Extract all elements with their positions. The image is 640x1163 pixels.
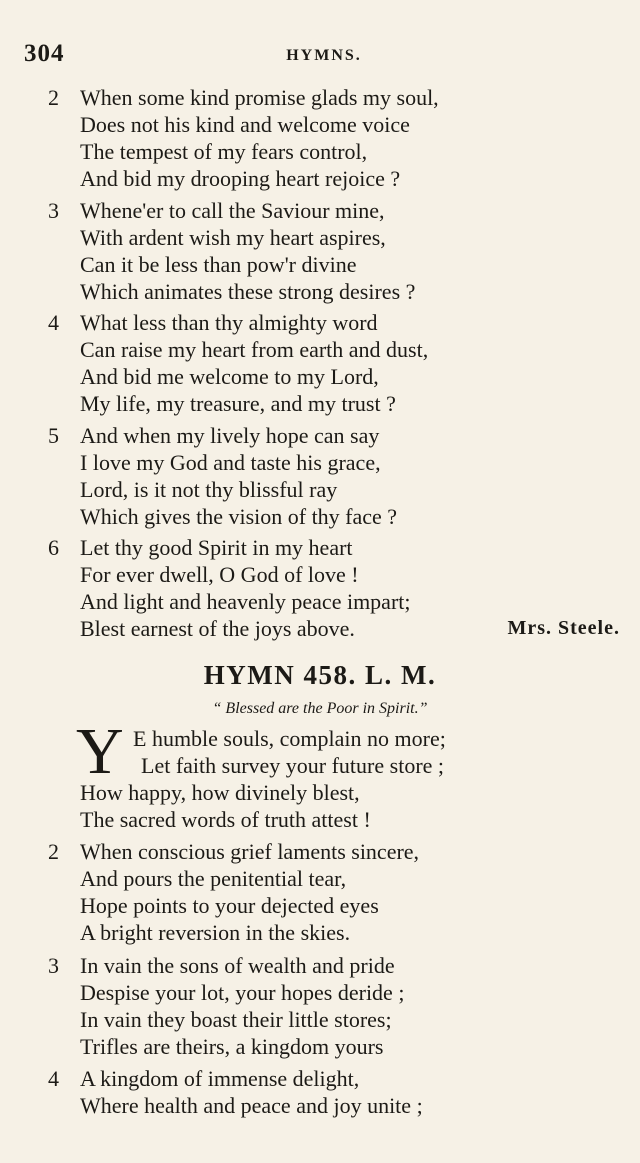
verse-line: Trifles are theirs, a kingdom yours xyxy=(80,1034,384,1059)
verse-line: When some kind promise glads my soul, xyxy=(80,85,439,110)
stanza-number: 4 xyxy=(48,310,59,335)
stanza-number: 3 xyxy=(48,198,59,223)
verse-line: Despise your lot, your hopes deride ; xyxy=(80,980,405,1005)
hymn-epigraph: “ Blessed are the Poor in Spirit.” xyxy=(212,700,428,717)
verse-line: Blest earnest of the joys above. xyxy=(80,616,355,641)
stanza-number: 2 xyxy=(48,85,59,110)
stanza-number: 5 xyxy=(48,423,59,448)
verse-line: The tempest of my fears control, xyxy=(80,139,368,164)
verse-line: And pours the penitential tear, xyxy=(80,866,347,891)
author-attribution: Mrs. Steele. xyxy=(507,617,620,639)
verse-line: Where health and peace and joy unite ; xyxy=(80,1093,423,1118)
verse-line: Let thy good Spirit in my heart xyxy=(80,535,353,560)
stanza xyxy=(0,534,640,642)
verse-line: I love my God and taste his grace, xyxy=(80,450,381,475)
verse-line: Which animates these strong desires ? xyxy=(80,279,416,304)
stanza xyxy=(0,309,640,417)
page-number: 304 xyxy=(24,40,65,67)
verse-line: Which gives the vision of thy face ? xyxy=(80,504,398,529)
running-title: HYMNS. xyxy=(286,47,362,64)
verse-line: A bright reversion in the skies. xyxy=(80,920,351,945)
stanza xyxy=(0,838,640,946)
verse-line: The sacred words of truth attest ! xyxy=(80,807,371,832)
hymn-title: HYMN 458. L. M. xyxy=(203,660,437,690)
verse-line: And bid me welcome to my Lord, xyxy=(80,364,379,389)
stanza-number: 4 xyxy=(48,1066,59,1091)
verse-line: With ardent wish my heart aspires, xyxy=(80,225,386,250)
verse-line: Does not his kind and welcome voice xyxy=(80,112,410,137)
stanza-number: 6 xyxy=(48,535,59,560)
stanza-number: 3 xyxy=(48,953,59,978)
verse-line: In vain the sons of wealth and pride xyxy=(80,953,395,978)
verse-line: When conscious grief laments sincere, xyxy=(80,839,420,864)
verse-line: Can it be less than pow'r divine xyxy=(80,252,357,277)
stanza xyxy=(0,422,640,530)
stanza xyxy=(0,952,640,1060)
verse-line: What less than thy almighty word xyxy=(80,310,378,335)
running-head xyxy=(24,40,624,76)
verse-line: For ever dwell, O God of love ! xyxy=(80,562,359,587)
verse-line: Let faith survey your future store ; xyxy=(141,753,445,778)
drop-cap: Y xyxy=(76,715,124,788)
verse-line: A kingdom of immense delight, xyxy=(80,1066,360,1091)
verse-line: Hope points to your dejected eyes xyxy=(80,893,379,918)
stanza xyxy=(0,84,640,192)
verse-line: E humble souls, complain no more; xyxy=(133,726,446,751)
verse-line: My life, my treasure, and my trust ? xyxy=(80,391,396,416)
verse-line: And when my lively hope can say xyxy=(80,423,380,448)
verse-line: How happy, how divinely blest, xyxy=(80,780,360,805)
stanza xyxy=(0,725,640,833)
verse-line: Lord, is it not thy blissful ray xyxy=(80,477,338,502)
verse-line: Whene'er to call the Saviour mine, xyxy=(80,198,385,223)
stanza-number: 2 xyxy=(48,839,59,864)
verse-line: And light and heavenly peace impart; xyxy=(80,589,411,614)
verse-line: In vain they boast their little stores; xyxy=(80,1007,392,1032)
verse-line: And bid my drooping heart rejoice ? xyxy=(80,166,401,191)
stanza xyxy=(0,197,640,305)
stanza xyxy=(0,1065,640,1119)
verse-line: Can raise my heart from earth and dust, xyxy=(80,337,429,362)
